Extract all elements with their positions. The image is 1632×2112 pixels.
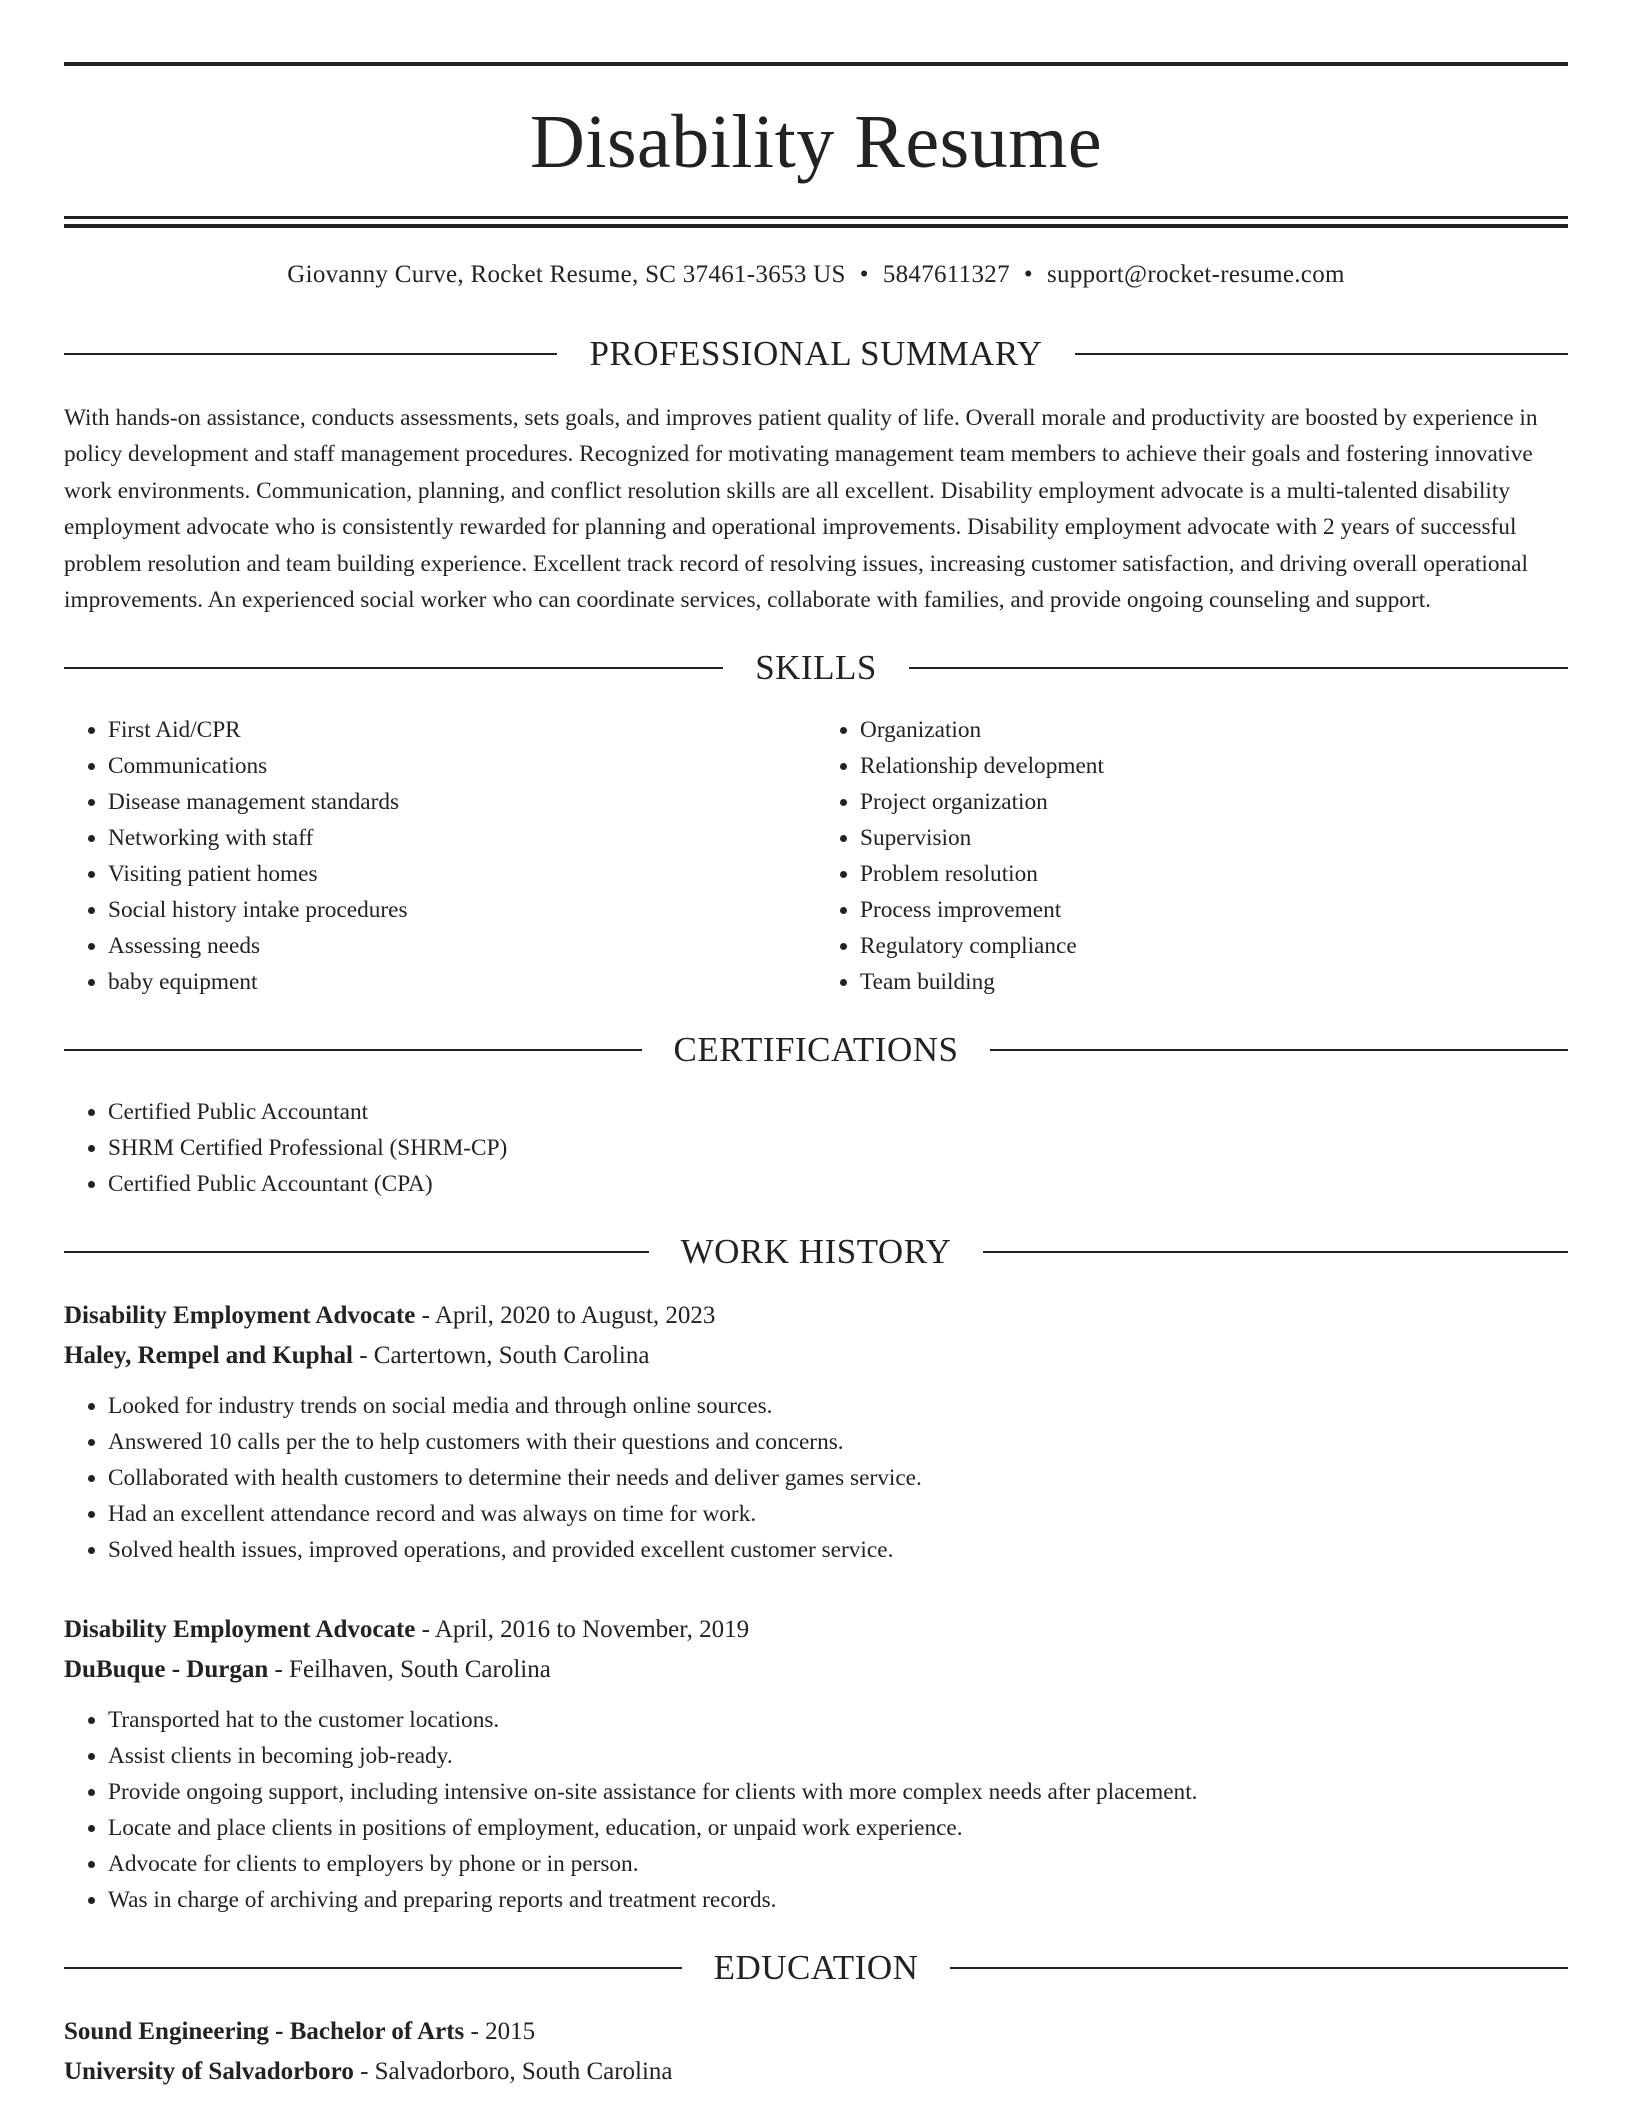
education-school-line (64, 2052, 1568, 2092)
skill-item: • Networking with staff (108, 820, 816, 856)
education-school: University of Salvadorboro (64, 2058, 354, 2086)
job-duty: • Was in charge of archiving and preparing reports and treatment records. (108, 1882, 1568, 1918)
section-title: SKILLS (755, 648, 877, 688)
education-year: - 2015 (464, 2018, 536, 2046)
job-location: - Feilhaven, South Carolina (268, 1656, 551, 1684)
skill-item: • Project organization (860, 784, 1568, 820)
education-degree: Sound Engineering - Bachelor of Arts (64, 2018, 465, 2046)
job-title-line (64, 1610, 1568, 1650)
skill-item: • Social history intake procedures (108, 892, 816, 928)
job-duty: • Locate and place clients in positions of employment, education, or unpaid work experience. (108, 1810, 1568, 1846)
skill-item: • First Aid/CPR (108, 712, 816, 748)
job-title: Disability Employment Advocate (64, 1302, 416, 1330)
skill-item: • Relationship development (860, 748, 1568, 784)
heading-rule (990, 1049, 1568, 1051)
skill-item: • Disease management standards (108, 784, 816, 820)
section-heading-work-history (64, 1232, 1568, 1272)
skill-item: • Assessing needs (108, 928, 816, 964)
contact-line (64, 260, 1568, 290)
heading-rule (64, 1251, 649, 1253)
resume-title: Disability Resume (529, 100, 1103, 184)
contact-separator: • (1023, 261, 1033, 288)
resume-page (64, 62, 1568, 2092)
heading-rule (64, 353, 557, 355)
section-heading-skills (64, 648, 1568, 688)
summary-text: With hands-on assistance, conducts assessments, sets goals, and improves patient quality of life. Overall morale and productivity are boosted by experience in policy development and staff management procedures. Recognized for motivating management team members to achieve their goals and fostering innovative work environments. Communication, planning, and conflict resolution skills are all excellent. Disability employment advocate is a multi-talented disability employment advocate who is consistently rewarded for planning and operational improvements. Disability employment advocate with 2 years of successful problem resolution and team building experience. Excellent track record of resolving issues, increasing customer satisfaction, and driving overall operational improvements. An experienced social worker who can coordinate services, collaborate with families, and provide ongoing counseling and support. (64, 405, 1538, 614)
job-entry (64, 1610, 1568, 1918)
job-company: DuBuque - Durgan (64, 1656, 269, 1684)
heading-rule (909, 667, 1568, 669)
education-entry (64, 2012, 1568, 2092)
contact-email: support@rocket-resume.com (1046, 261, 1345, 288)
heading-rule (1075, 353, 1568, 355)
heading-rule (64, 1967, 682, 1969)
skill-item: • Communications (108, 748, 816, 784)
job-company: Haley, Rempel and Kuphal (64, 1342, 353, 1370)
job-duty: • Had an excellent attendance record and was always on time for work. (108, 1496, 1568, 1532)
job-company-line (64, 1650, 1568, 1690)
skill-item: • Organization (860, 712, 1568, 748)
job-duties-list (64, 1388, 1568, 1568)
certification-item: • Certified Public Accountant (108, 1094, 1568, 1130)
job-company-line (64, 1336, 1568, 1376)
skill-item: • Visiting patient homes (108, 856, 816, 892)
skill-item: • Team building (860, 964, 1568, 1000)
certifications-list (64, 1094, 1568, 1202)
section-heading-education (64, 1948, 1568, 1988)
skill-item: • Problem resolution (860, 856, 1568, 892)
skills-columns (64, 712, 1568, 1000)
skill-item: • baby equipment (108, 964, 816, 1000)
job-location: - Cartertown, South Carolina (352, 1342, 650, 1370)
job-duty: • Collaborated with health customers to determine their needs and deliver games service. (108, 1460, 1568, 1496)
job-duty: • Answered 10 calls per the to help customers with their questions and concerns. (108, 1424, 1568, 1460)
title-double-rule (64, 216, 1568, 228)
skills-list-left (64, 712, 816, 1000)
education-location: - Salvadorboro, South Carolina (353, 2058, 673, 2086)
skill-item: • Supervision (860, 820, 1568, 856)
contact-address: Giovanny Curve, Rocket Resume, SC 37461-3653 US (287, 261, 846, 288)
heading-rule (950, 1967, 1568, 1969)
contact-separator: • (859, 261, 869, 288)
job-duty: • Transported hat to the customer locations. (108, 1702, 1568, 1738)
job-dates: - April, 2020 to August, 2023 (415, 1302, 716, 1330)
skill-item: • Process improvement (860, 892, 1568, 928)
section-heading-certifications (64, 1030, 1568, 1070)
top-rule (64, 62, 1568, 66)
heading-rule (64, 667, 723, 669)
section-heading-summary (64, 334, 1568, 374)
job-duty: • Looked for industry trends on social media and through online sources. (108, 1388, 1568, 1424)
skills-list-right (816, 712, 1568, 1000)
section-title: PROFESSIONAL SUMMARY (589, 334, 1043, 373)
job-entry (64, 1296, 1568, 1568)
certification-item: • SHRM Certified Professional (SHRM-CP) (108, 1130, 1568, 1166)
job-duty: • Assist clients in becoming job-ready. (108, 1738, 1568, 1774)
education-degree-line (64, 2012, 1568, 2052)
section-title: EDUCATION (713, 1948, 919, 1988)
heading-rule (983, 1251, 1568, 1253)
heading-rule (64, 1049, 642, 1051)
job-title: Disability Employment Advocate (64, 1616, 416, 1644)
job-duty: • Advocate for clients to employers by phone or in person. (108, 1846, 1568, 1882)
job-duties-list (64, 1702, 1568, 1918)
section-title: CERTIFICATIONS (673, 1030, 959, 1070)
certification-item: • Certified Public Accountant (CPA) (108, 1166, 1568, 1202)
job-title-line (64, 1296, 1568, 1336)
skill-item: • Regulatory compliance (860, 928, 1568, 964)
job-dates: - April, 2016 to November, 2019 (415, 1616, 750, 1644)
job-duty: • Provide ongoing support, including intensive on-site assistance for clients with more complex needs after placement. (108, 1774, 1568, 1810)
contact-phone: 5847611327 (882, 261, 1010, 288)
job-duty: • Solved health issues, improved operations, and provided excellent customer service. (108, 1532, 1568, 1568)
section-title: WORK HISTORY (680, 1232, 952, 1272)
